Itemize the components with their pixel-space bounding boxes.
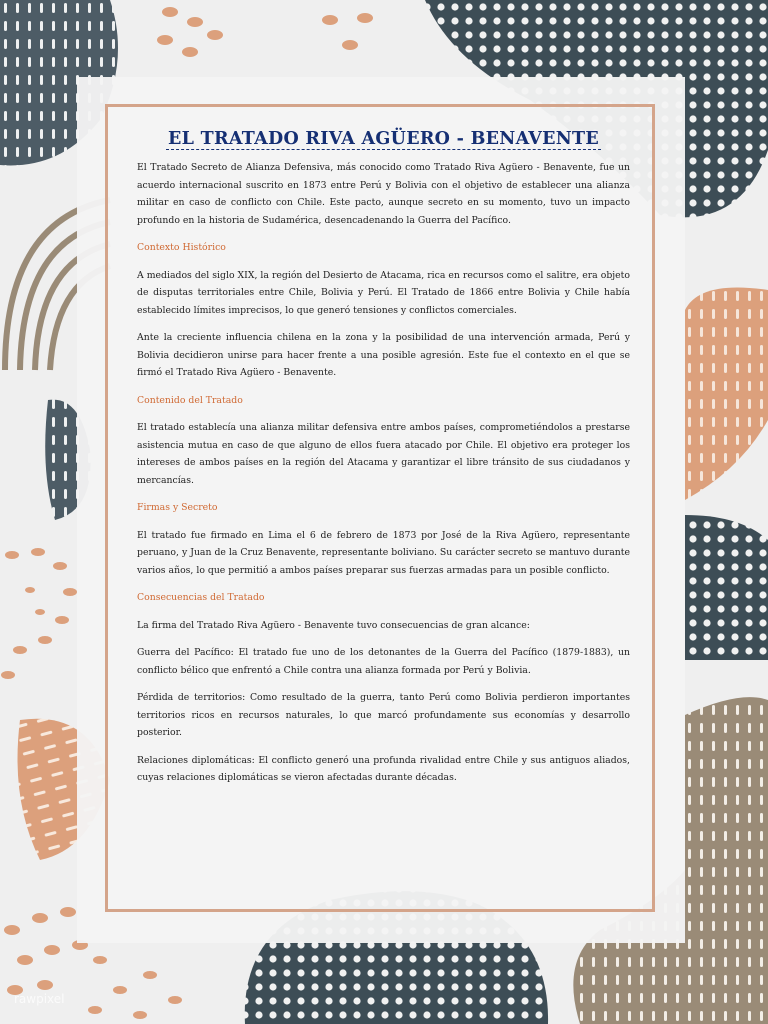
document-title: EL TRATADO RIVA AGÜERO - BENAVENTE	[168, 129, 599, 149]
paragraph: Ante la creciente influencia chilena en la zona y la posibilidad de una intervención armada, Perú y Bolivia decidieron unirse para hacer frente a una posible agresión. Este fue el contexto en el que se firmó el Tratado Riva Agüero - Benavente.	[137, 332, 630, 378]
section-heading: Contexto Histórico	[137, 242, 226, 253]
section-heading: Consecuencias del Tratado	[137, 592, 265, 603]
shape-right-slate	[685, 515, 768, 660]
document-content	[137, 128, 630, 797]
watermark: rawpixel	[14, 992, 65, 1006]
ring-left	[1, 548, 77, 679]
shape-right-peach	[685, 288, 768, 501]
paragraph: La firma del Tratado Riva Agüero - Benavente tuvo consecuencias de gran alcance:	[137, 619, 530, 631]
paragraph: Pérdida de territorios: Como resultado de la guerra, tanto Perú como Bolivia perdieron importantes territorios ricos en recursos naturales, lo que marcó profundamente sus economías y desarrollo posterior.	[137, 692, 630, 738]
paragraph: El Tratado Secreto de Alianza Defensiva, más conocido como Tratado Riva Agüero - Benavente, fue un acuerdo internacional suscrito en 1873 entre Perú y Bolivia con el objetivo de establecer una alianza militar en caso de conflicto con Chile. Este pacto, aunque secreto en su momento, tuvo un impacto profundo en la historia de Sudamérica, desencadenando la Guerra del Pacífico.	[137, 162, 630, 226]
paragraph: El tratado fue firmado en Lima el 6 de febrero de 1873 por José de la Riva Agüero, representante peruano, y Juan de la Cruz Benavente, representante boliviano. Su carácter secreto se mantuvo durante varios años, lo que permitió a ambos países preparar sus fuerzas armadas para un posible conflicto.	[137, 529, 630, 576]
paragraph: Relaciones diplomáticas: El conflicto generó una profunda rivalidad entre Chile y sus antiguos aliados, cuyas relaciones diplomáticas se vieron afectadas durante décadas.	[137, 754, 630, 783]
paragraph: Guerra del Pacífico: El tratado fue uno de los detonantes de la Guerra del Pacífico (1879-1883), un conflicto bélico que enfrentó a Chile contra una alianza formada por Perú y Bolivia.	[137, 647, 630, 676]
ring-top	[157, 7, 373, 57]
section-heading: Contenido del Tratado	[137, 394, 243, 406]
paragraph: El tratado establecía una alianza militar defensiva entre ambos países, comprometiéndolos a prestarse asistencia mutua en caso de que alguno de ellos fuera atacado por Chile. El objetivo era proteger los intereses de ambos países en la región del Atacama y garantizar el libre tránsito de sus ciudadanos y mercancías.	[137, 422, 630, 486]
paragraph: A mediados del siglo XIX, la región del Desierto de Atacama, rica en recursos como el salitre, era objeto de disputas territoriales entre Chile, Bolivia y Perú. El Tratado de 1866 entre Bolivia y Chile había establecido límites imprecisos, lo que generó tensiones y conflictos comerciales.	[137, 269, 630, 316]
section-heading: Firmas y Secreto	[137, 502, 218, 513]
document-body	[137, 159, 630, 787]
